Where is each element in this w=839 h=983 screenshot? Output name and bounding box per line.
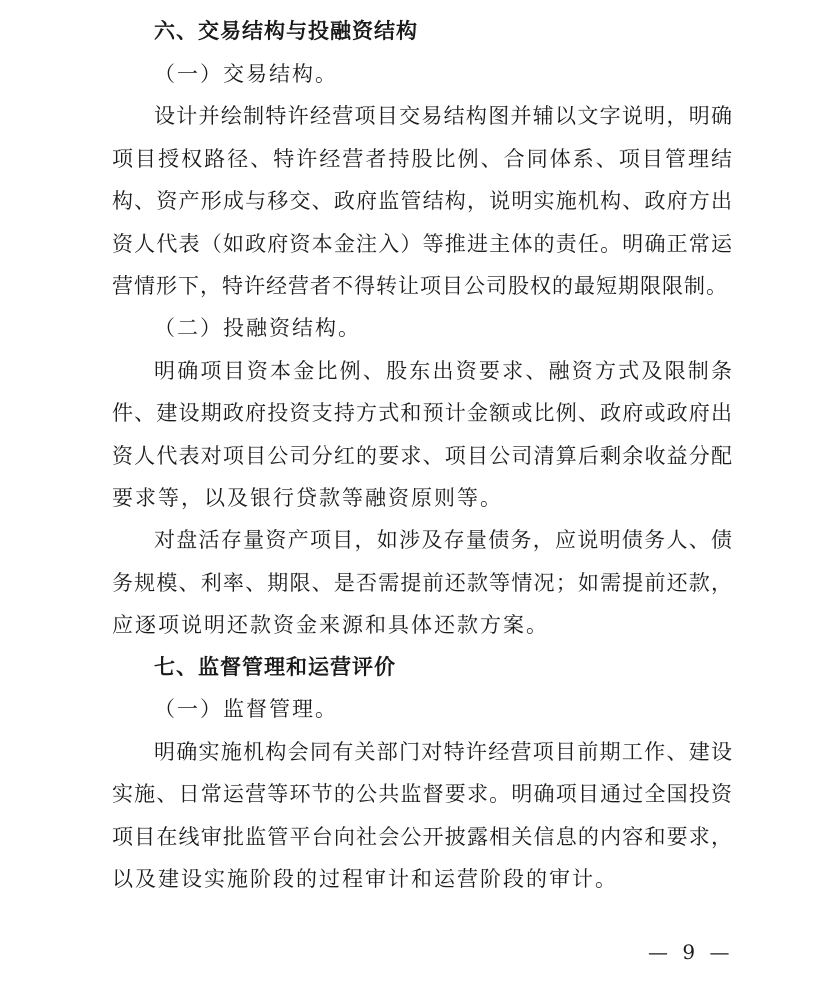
- paragraph-line: 要求等，以及银行贷款等融资原则等。: [112, 486, 503, 510]
- section-heading-6: 六、交易结构与投融资结构: [154, 19, 418, 43]
- paragraph-line: 务规模、利率、期限、是否需提前还款等情况；如需提前还款，: [112, 571, 732, 595]
- paragraph-line: 项目授权路径、特许经营者持股比例、合同体系、项目管理结: [112, 147, 732, 171]
- paragraph-line: 资人代表（如政府资本金注入）等推进主体的责任。明确正常运: [112, 232, 732, 256]
- paragraph-line: 营情形下，特许经营者不得转让项目公司股权的最短期限限制。: [112, 274, 728, 298]
- subsection-title-investment-financing: （二）投融资结构。: [154, 316, 361, 340]
- subsection-title-transaction-structure: （一）交易结构。: [154, 62, 338, 86]
- paragraph-line: 设计并绘制特许经营项目交易结构图并辅以文字说明，明确: [154, 104, 732, 128]
- paragraph-line: 实施、日常运营等环节的公共监督要求。明确项目通过全国投资: [112, 782, 732, 806]
- subsection-title-supervision: （一）监督管理。: [154, 697, 338, 721]
- paragraph-line: 件、建设期政府投资支持方式和预计金额或比例、政府或政府出: [112, 401, 732, 425]
- paragraph-line: 项目在线审批监管平台向社会公开披露相关信息的内容和要求，: [112, 825, 732, 849]
- paragraph-line: 以及建设实施阶段的过程审计和运营阶段的审计。: [112, 867, 618, 891]
- paragraph-line: 资人代表对项目公司分红的要求、项目公司清算后剩余收益分配: [112, 444, 732, 468]
- paragraph-line: 构、资产形成与移交、政府监管结构，说明实施机构、政府方出: [112, 189, 732, 213]
- paragraph-line: 明确实施机构会同有关部门对特许经营项目前期工作、建设: [154, 740, 732, 764]
- page-number: — 9 —: [648, 940, 734, 964]
- paragraph-line: 对盘活存量资产项目，如涉及存量债务，应说明债务人、债: [154, 528, 732, 552]
- section-heading-7: 七、监督管理和运营评价: [154, 655, 396, 679]
- paragraph-line: 明确项目资本金比例、股东出资要求、融资方式及限制条: [154, 359, 732, 383]
- paragraph-line: 应逐项说明还款资金来源和具体还款方案。: [112, 613, 549, 637]
